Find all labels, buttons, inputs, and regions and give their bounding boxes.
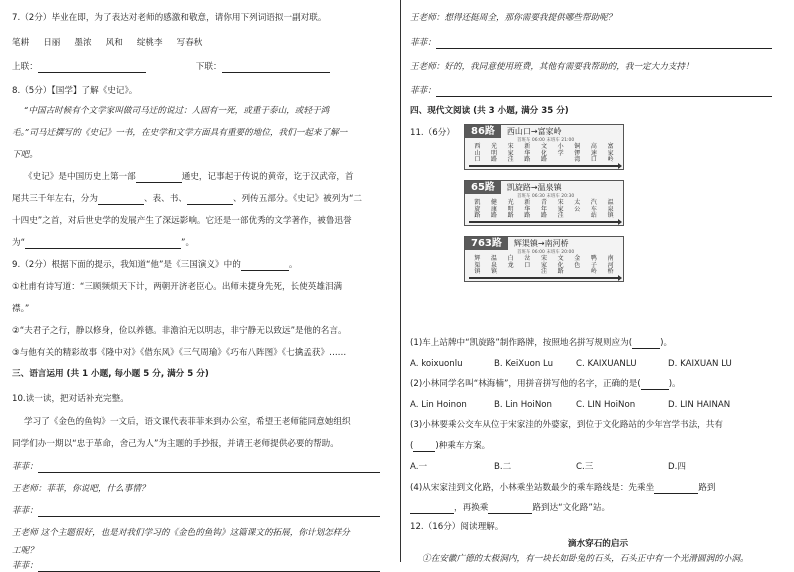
stop: 高速口 [590, 143, 597, 163]
stop-list [465, 255, 623, 277]
fill-blank[interactable] [410, 504, 454, 514]
fill-blank[interactable] [25, 239, 181, 249]
stop: 宋家洼 [507, 143, 514, 163]
option-a[interactable]: A.一 [410, 462, 428, 472]
q11-sub2-options [410, 399, 786, 411]
q11-sub4: (4)从宋家洼到文化路，小林乘坐站数最少的乘车路线是：先乘坐 路到 [410, 483, 716, 493]
stop: 光明路 [507, 199, 514, 219]
option-d[interactable]: D. LIN HAINAN [668, 400, 731, 410]
stop: 健康路 [490, 199, 497, 219]
fill-blank[interactable] [241, 261, 289, 271]
stop: 岔口 [524, 255, 531, 269]
q8-stem: 8.（5分）【国学】了解《史记》。 [12, 86, 138, 96]
q7-word-list [12, 37, 216, 49]
fill-blank[interactable] [98, 195, 144, 205]
fill-blank[interactable] [136, 173, 182, 183]
answer-blank[interactable] [38, 562, 380, 572]
q8-quote-line: 毛。”司马迁撰写的《史记》一书，在史学和文学方面具有重要的地位，我们一起来了解一 [12, 128, 348, 138]
stop: 富家岭 [607, 143, 614, 163]
answer-blank[interactable] [38, 463, 380, 473]
route-arrow [469, 277, 619, 279]
passage-title: 滴水穿石的启示 [567, 539, 629, 549]
option-a[interactable]: A. koixuonlu [410, 359, 463, 369]
q11-sub3-line2: ( )种乘车方案。 [410, 441, 491, 451]
q10-dialog-line: 王老师：菲菲，你说吧，什么事情？ [12, 484, 150, 494]
q9-hint: 襟。” [12, 304, 30, 314]
q11-stem: 11.（6分） [410, 128, 455, 138]
q9-stem: 9.（2分）根据下面的提示，我知道“他”是《三国演义》中的 。 [12, 260, 298, 270]
lower-label: 下联： [195, 62, 222, 72]
q8-quote-line: “中国古时候有个文学家叫做司马迁的说过：人固有一死，或重于泰山，或轻于鸿 [24, 106, 330, 116]
fill-blank[interactable] [654, 484, 698, 494]
q8-paragraph-line: 十四史”之首，对后世史学的发展产生了深远影响。它还是一部优秀的文学著作，被鲁迅誉 [12, 216, 352, 226]
passage-paragraph: ①在安徽广德的太极洞内，有一块长如卧兔的石头，石头正中有一个光滑圆润的小洞。 [422, 554, 749, 564]
q9-hint: ②“夫君子之行，静以修身，俭以养德。非澹泊无以明志，非宁静无以致远”是他的名言。 [12, 326, 347, 336]
stop: 鸭子岭 [590, 255, 597, 275]
q10-dialog-line: 菲菲： [12, 560, 380, 572]
q10-stem: 10.读一读，把对话补充完整。 [12, 394, 129, 404]
stop: 凯旋路 [474, 199, 481, 219]
q10-dialog-line: 菲菲： [12, 461, 380, 473]
section-3-title: 三、语言运用 (共 1 小题, 每小题 5 分, 满分 5 分) [12, 369, 209, 379]
route-arrow [469, 165, 619, 167]
fill-blank[interactable] [488, 504, 532, 514]
q11-sub3-options [410, 461, 786, 473]
dialog-line: 王老师：好的，我同意使用班费，其他有需要我帮助的，我一定大力支持！ [410, 62, 694, 72]
option-c[interactable]: C.三 [576, 462, 594, 472]
route-ends: 辉渠镇→南河桥 [513, 239, 569, 248]
q8-paragraph-line: 《史记》是中国历史上第一部 通史，记事起于传说的黄帝，讫于汉武帝，首 [24, 172, 354, 182]
word: 笔耕 [12, 38, 30, 48]
option-d[interactable]: D. KAIXUAN LU [668, 359, 732, 369]
stop: 铜锣湾 [574, 143, 581, 163]
stop: 小学 [557, 143, 564, 157]
option-c[interactable]: C. KAIXUANLU [576, 359, 637, 369]
q12-stem: 12.（16分）阅读理解。 [410, 522, 504, 532]
stop: 白龙 [507, 255, 514, 269]
lower-blank[interactable] [222, 63, 330, 73]
q9-hint: ③与他有关的精彩故事《隆中对》《借东风》《三气周瑜》《巧布八阵图》《七擒孟获》…… [12, 348, 347, 358]
stop: 青年路 [540, 199, 547, 219]
stop: 温泉镇 [490, 255, 497, 275]
choice-blank[interactable] [641, 380, 669, 390]
q11-sub4-line2: ，再换乘 路到达“文化路”站。 [410, 502, 610, 514]
stop: 新华路 [524, 143, 531, 163]
route-ends: 西山口→富家岭 [506, 127, 562, 136]
answer-blank[interactable] [436, 39, 772, 49]
q8-paragraph-line: 为“ ”。 [12, 238, 195, 248]
q10-paragraph: 同学们办一期以“忠于革命，舍己为人”为主题的手抄报，并请王老师提供必要的帮助。 [12, 439, 339, 449]
stop: 汽车站 [590, 199, 597, 219]
stop: 光明路 [490, 143, 497, 163]
stop: 温泉镇 [607, 199, 614, 219]
option-b[interactable]: B. KeiXuon Lu [494, 359, 554, 369]
stop: 新华路 [524, 199, 531, 219]
q11-sub1-options [410, 358, 786, 370]
stop: 太公 [574, 199, 581, 213]
q10-dialog-line: 菲菲： [12, 505, 380, 517]
q7-stem: 7.（2分）毕业在即，为了表达对老师的感激和敬意，请你用下列词语拟一副对联。 [12, 13, 327, 23]
word: 绽桃李 [136, 38, 163, 48]
option-d[interactable]: D.四 [668, 462, 686, 472]
route-times: 首班车 06:30 末班车 20:30 [517, 194, 575, 199]
choice-blank[interactable] [413, 442, 435, 452]
word: 墨浓 [74, 38, 92, 48]
option-c[interactable]: C. LIN HoiNon [576, 400, 636, 410]
upper-label: 上联： [12, 62, 38, 72]
word: 写春秋 [176, 38, 203, 48]
answer-blank[interactable] [38, 507, 380, 517]
bus-sign-65 [464, 180, 624, 226]
stop: 辉渠镇 [474, 255, 481, 275]
stop: 文化路 [557, 255, 564, 275]
route-number: 65路 [465, 181, 501, 194]
q9-hint: ①杜甫有诗写道：“三顾频烦天下计，两朝开济老臣心。出师未捷身先死，长使英雄泪满 [12, 282, 343, 292]
q7-couplet-lines [12, 61, 330, 73]
q11-sub1: (1)车上站牌中“凯旋路”制作路牌，按照地名拼写规则应为( )。 [410, 338, 673, 348]
stop: 宋家洼 [557, 199, 564, 219]
route-arrow [469, 221, 619, 223]
route-ends: 凯旋路→温泉镇 [506, 183, 562, 192]
choice-blank[interactable] [632, 339, 660, 349]
q10-dialog-line: 工呢？ [12, 546, 38, 556]
bus-sign-86 [464, 124, 624, 170]
dialog-line: 菲菲： [410, 37, 772, 49]
stop: 宋家洼 [540, 255, 547, 275]
stop: 西山口 [474, 143, 481, 163]
dialog-line: 菲菲： [410, 85, 772, 97]
stop-list [465, 199, 623, 221]
option-b[interactable]: B. Lin HoiNon [494, 400, 552, 410]
stop-list [465, 143, 623, 165]
answer-blank[interactable] [436, 87, 772, 97]
fill-blank[interactable] [187, 195, 233, 205]
q8-quote-line: 下吧。 [12, 150, 38, 160]
upper-blank[interactable] [38, 63, 146, 73]
option-b[interactable]: B.二 [494, 462, 512, 472]
route-times: 首班车 06:00 末班车 20:00 [517, 250, 575, 255]
route-number: 86路 [465, 125, 501, 138]
dialog-line: 王老师：想得还挺周全，那你需要我提供哪些帮助呢？ [410, 13, 617, 23]
section-4-title: 四、现代文阅读 (共 3 小题, 满分 35 分) [410, 106, 569, 116]
stop: 南河桥 [607, 255, 614, 275]
stop: 金色 [574, 255, 581, 269]
route-number: 763路 [465, 237, 508, 250]
bus-sign-763 [464, 236, 624, 282]
route-times: 首班车 06:00 末班车 21:00 [517, 138, 575, 143]
q10-dialog-line: 王老师 这个主题很好，也是对我们学习的《金色的鱼钩》这篇课文的拓展，你计划怎样分 [12, 528, 350, 538]
column-divider [400, 0, 401, 562]
stop: 文化路 [540, 143, 547, 163]
option-a[interactable]: A. Lin Hoinon [410, 400, 467, 410]
q11-sub2: (2)小林同学名叫“林海楠”，用拼音拼写他的名字，正确的是( )。 [410, 379, 681, 389]
q8-paragraph-line: 尾共三千年左右，分为 、表、书、 、列传五部分。《史记》被列为“二 [12, 194, 362, 204]
word: 日丽 [43, 38, 61, 48]
word: 风和 [105, 38, 123, 48]
q10-paragraph: 学习了《金色的鱼钩》一文后，语文课代表菲菲来到办公室，希望王老师能同意她组织 [24, 417, 351, 427]
q11-sub3: (3)小林要乘公交车从位于宋家洼的外婆家，到位于文化路站的少年宫学书法，共有 [410, 420, 723, 430]
